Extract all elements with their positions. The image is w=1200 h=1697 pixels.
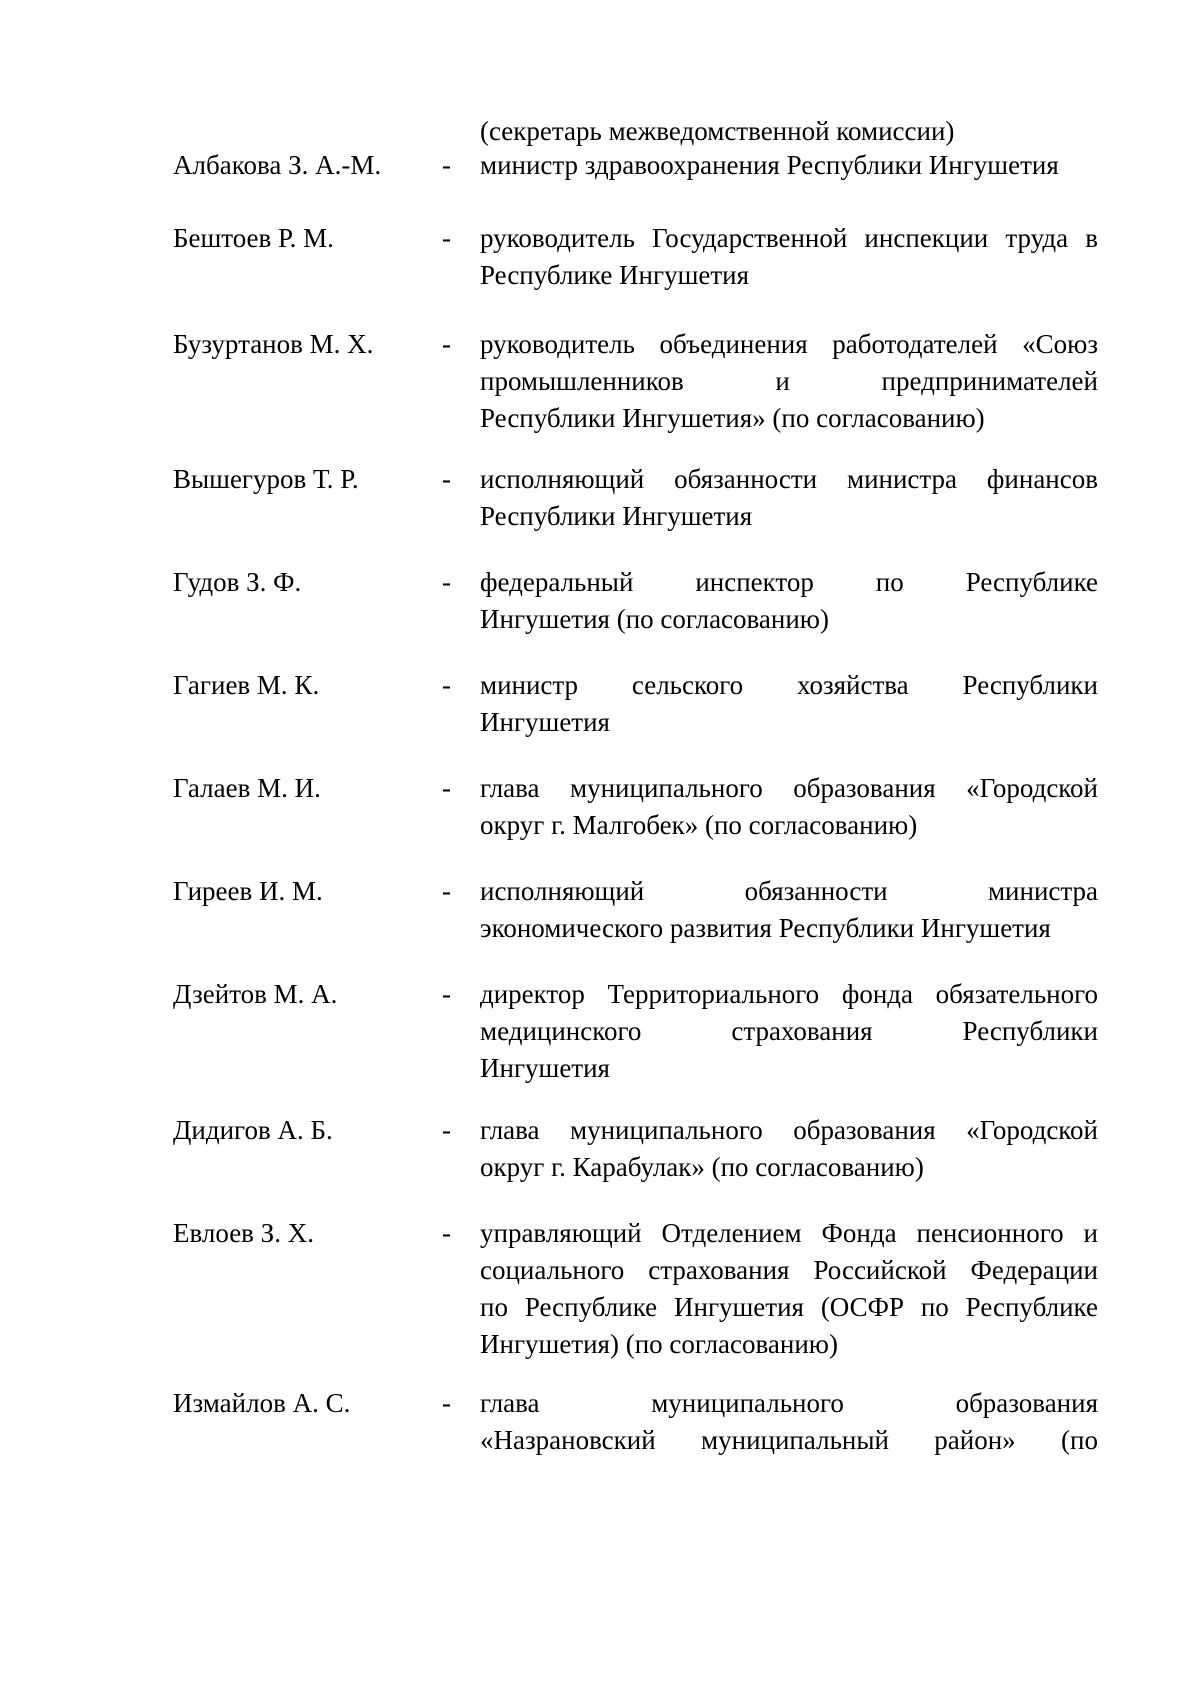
position-line: медицинского страхования Республики: [480, 1016, 1098, 1046]
position-line: Республике Ингушетия: [480, 260, 750, 290]
member-name: Дидигов А. Б.: [173, 1115, 333, 1145]
position-line: округ г. Карабулак» (по согласованию): [480, 1152, 924, 1182]
secretary-note: (секретарь межведомственной комиссии): [480, 116, 955, 146]
member-name: Вышегуров Т. Р.: [173, 464, 359, 494]
separator-dash: -: [442, 567, 451, 597]
position-line: Ингушетия: [480, 707, 610, 737]
position-line: глава муниципального образования: [480, 1388, 1098, 1418]
separator-dash: -: [442, 1218, 451, 1248]
position-line: глава муниципального образования «Городской: [480, 773, 1098, 803]
position-line: глава муниципального образования «Городской: [480, 1115, 1098, 1145]
member-position: [480, 976, 1098, 1087]
member-position: [480, 667, 1098, 741]
member-position: [480, 326, 1098, 437]
position-line: Ингушетия: [480, 1053, 610, 1083]
member-name: Измайлов А. С.: [173, 1388, 351, 1418]
position-line: руководитель объединения работодателей «Союз: [480, 329, 1098, 359]
position-line: руководитель Государственной инспекции труда в: [480, 223, 1098, 253]
member-name: Дзейтов М. А.: [173, 979, 338, 1009]
separator-dash: -: [442, 876, 451, 906]
member-name: Бузуртанов М. Х.: [173, 329, 374, 359]
member-name: Бештоев Р. М.: [173, 223, 334, 253]
separator-dash: -: [442, 1388, 451, 1418]
position-line: социального страхования Российской Федерации: [480, 1255, 1098, 1285]
position-line: Ингушетия (по согласованию): [480, 604, 829, 634]
position-line: Ингушетия) (по согласованию): [480, 1329, 838, 1359]
separator-dash: -: [442, 773, 451, 803]
position-line: округ г. Малгобек» (по согласованию): [480, 810, 918, 840]
member-position: [480, 461, 1098, 535]
position-line: федеральный инспектор по Республике: [480, 567, 1098, 597]
member-position: [480, 147, 1098, 184]
member-name: Гудов З. Ф.: [173, 567, 302, 597]
separator-dash: -: [442, 1115, 451, 1145]
member-position: [480, 564, 1098, 638]
member-name: Галаев М. И.: [173, 773, 321, 803]
member-name: Евлоев З. Х.: [173, 1218, 314, 1248]
member-position: [480, 770, 1098, 844]
member-position: [480, 1215, 1098, 1363]
position-line: по Республике Ингушетия (ОСФР по Республике: [480, 1292, 1098, 1322]
member-name: Албакова З. А.-М.: [173, 150, 382, 180]
member-position: [480, 873, 1098, 947]
separator-dash: -: [442, 464, 451, 494]
position-line: Республики Ингушетия» (по согласованию): [480, 403, 985, 433]
separator-dash: -: [442, 979, 451, 1009]
position-line: экономического развития Республики Ингушетия: [480, 913, 1051, 943]
position-line: министр сельского хозяйства Республики: [480, 670, 1098, 700]
position-line: исполняющий обязанности министра финансов: [480, 464, 1098, 494]
position-line: директор Территориального фонда обязательного: [480, 979, 1098, 1009]
position-line: министр здравоохранения Республики Ингушетия: [480, 150, 1059, 180]
separator-dash: -: [442, 670, 451, 700]
member-position: [480, 1112, 1098, 1186]
separator-dash: -: [442, 329, 451, 359]
member-name: Гиреев И. М.: [173, 876, 323, 906]
member-position: [480, 1385, 1098, 1459]
member-position: [480, 220, 1098, 294]
position-line: «Назрановский муниципальный район» (по: [480, 1425, 1098, 1455]
position-line: Республики Ингушетия: [480, 501, 753, 531]
position-line: промышленников и предпринимателей: [480, 366, 1098, 396]
member-name: Гагиев М. К.: [173, 670, 320, 700]
separator-dash: -: [442, 150, 451, 180]
separator-dash: -: [442, 223, 451, 253]
position-line: управляющий Отделением Фонда пенсионного и: [480, 1218, 1098, 1248]
position-line: исполняющий обязанности министра: [480, 876, 1098, 906]
